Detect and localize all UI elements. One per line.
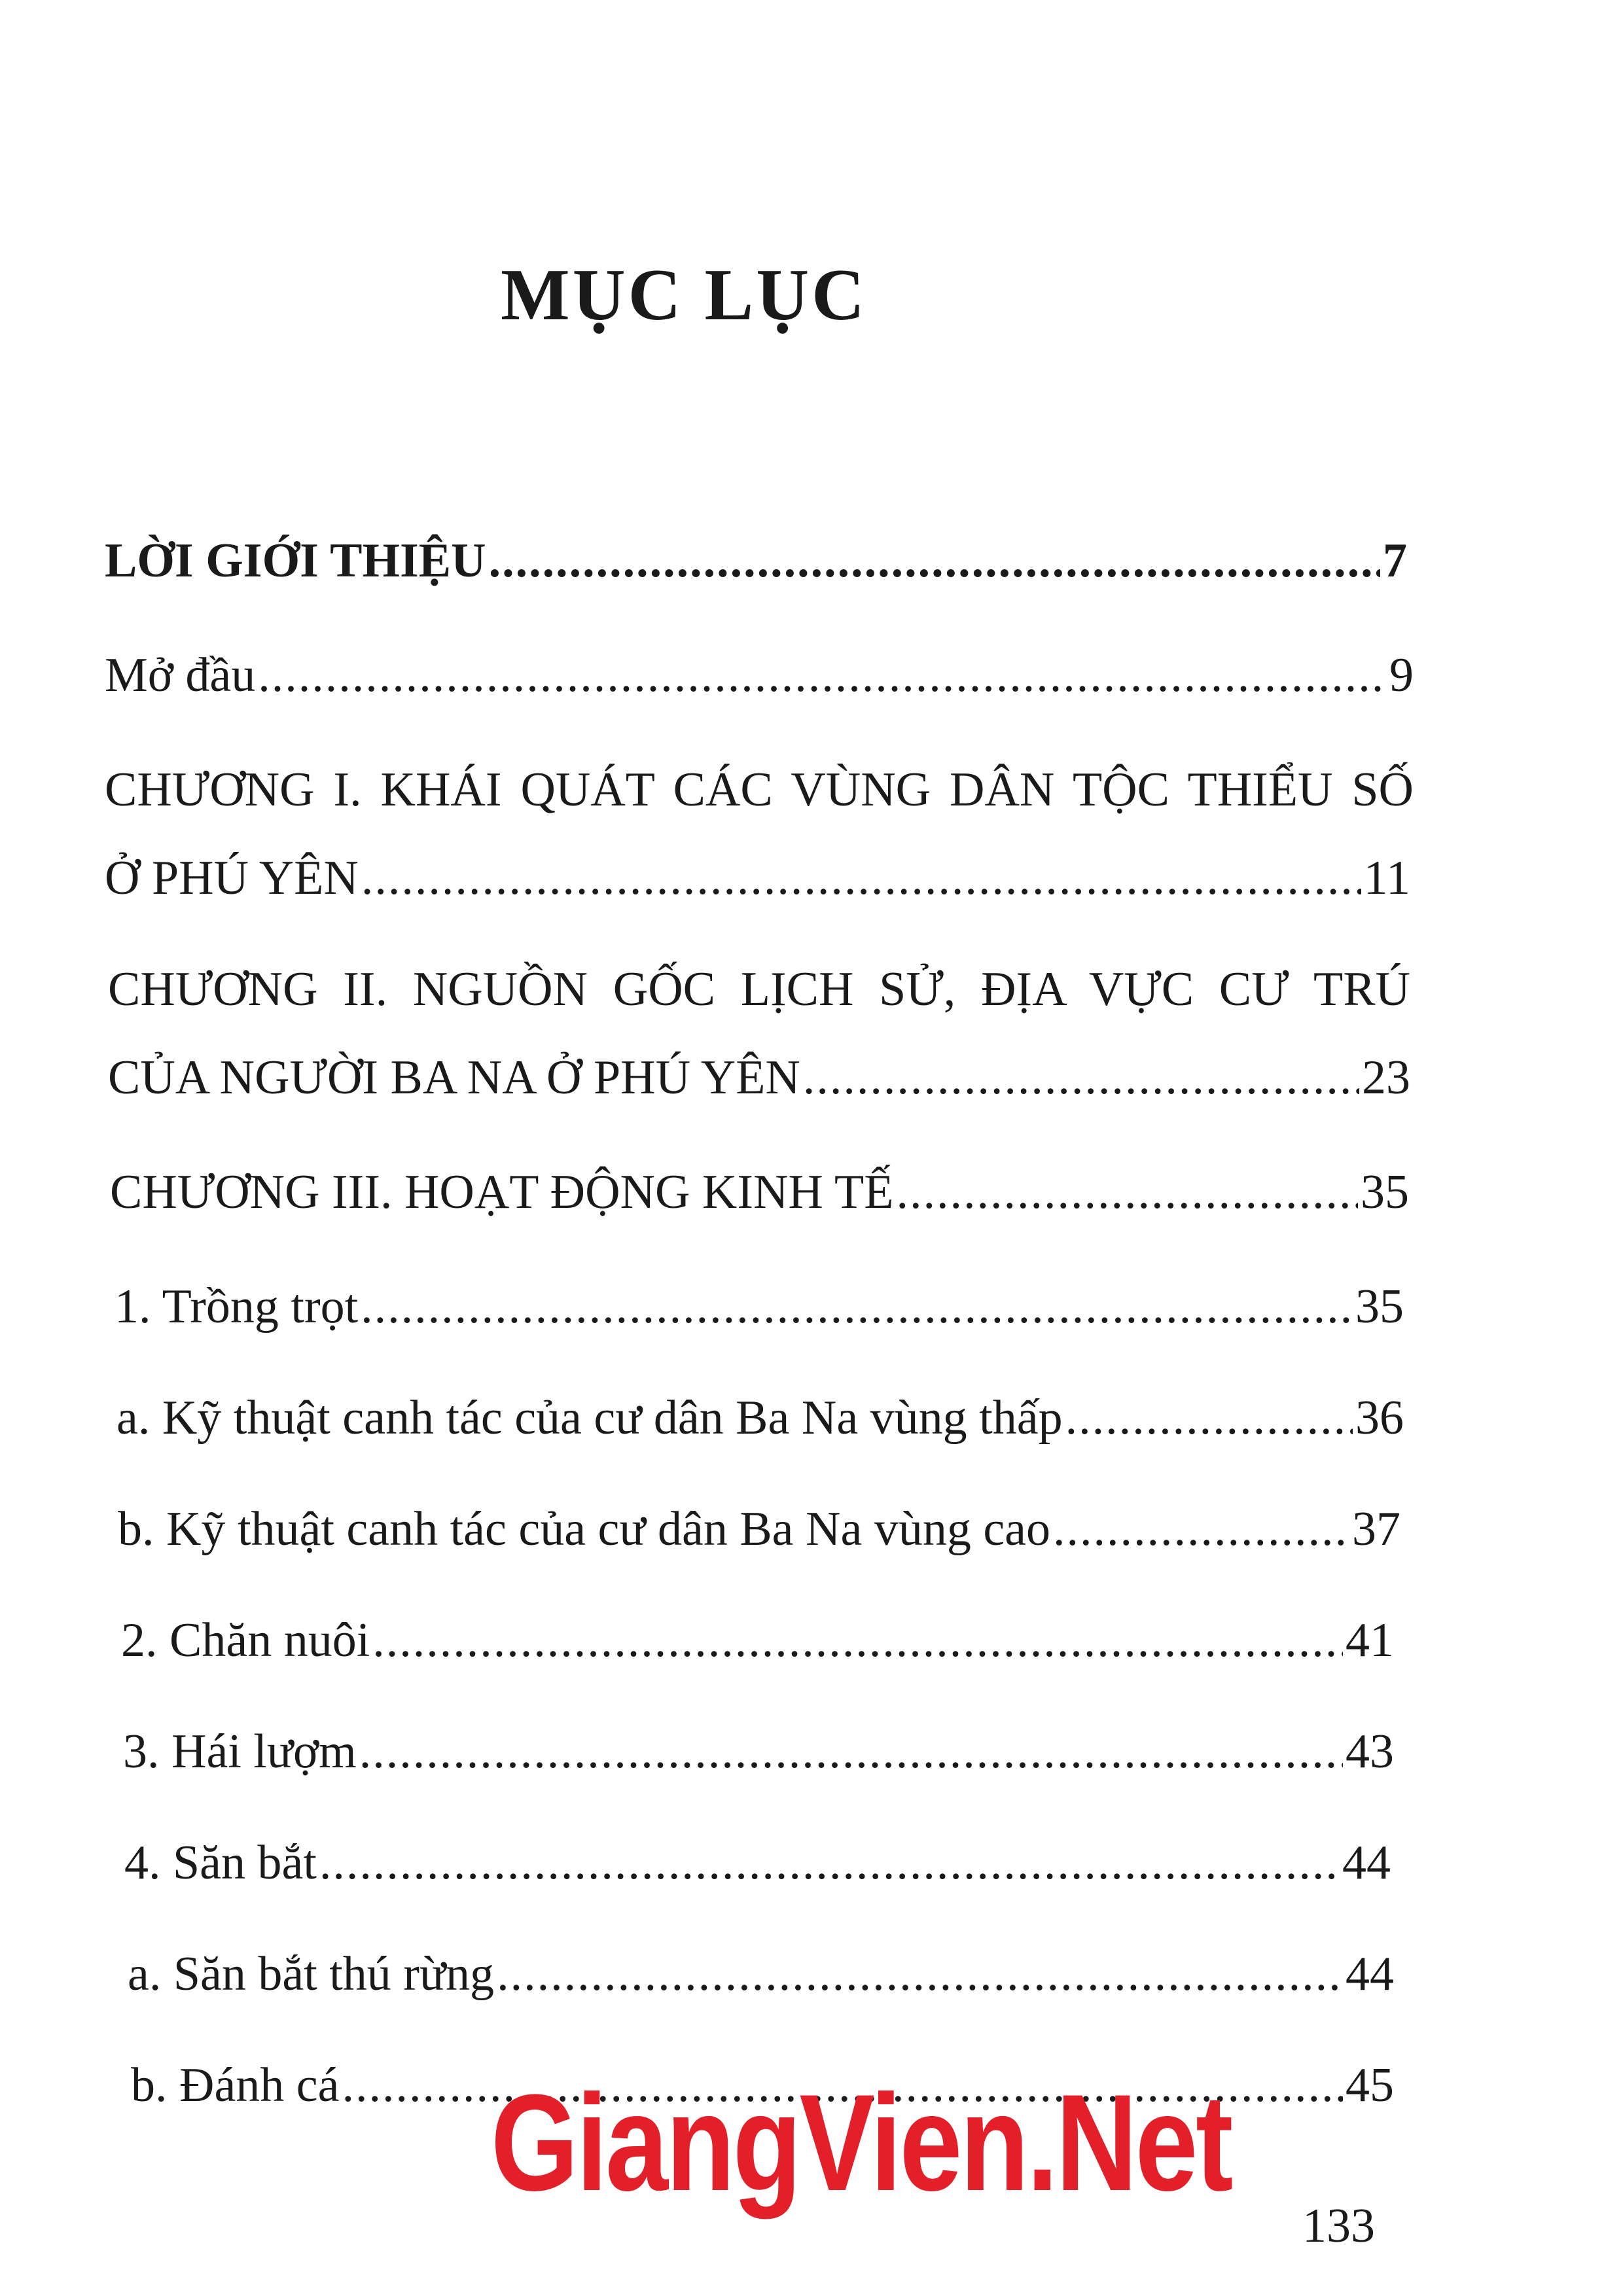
toc-entry-text: 1. Trồng trọt (115, 1280, 359, 1333)
toc-entry-text: b. Kỹ thuật canh tác của cư dân Ba Na vùng cao (118, 1502, 1051, 1556)
dot-leader (361, 854, 1361, 902)
dot-leader (361, 1282, 1353, 1331)
toc-entry-chuong-2-line2 (108, 1053, 1410, 1102)
toc-page-number: 45 (1346, 2058, 1394, 2112)
dot-leader (319, 1839, 1340, 1887)
toc-entry-text: Ở PHÚ YÊN (105, 851, 359, 905)
toc-entry-text: Mở đầu (105, 648, 256, 702)
dot-leader (1053, 1505, 1349, 1553)
toc-page-number: 35 (1355, 1280, 1404, 1333)
toc-entry-text: CHƯƠNG II. NGUỒN GỐC LỊCH SỬ, ĐỊA VỰC CƯ TRÚ (108, 963, 1410, 1016)
toc-page-number: 35 (1361, 1165, 1409, 1219)
dot-leader (803, 1053, 1359, 1102)
toc-entry-chuong-1-line1 (105, 763, 1414, 817)
toc-page-number: 37 (1352, 1502, 1400, 1556)
toc-entry-text: CHƯƠNG I. KHÁI QUÁT CÁC VÙNG DÂN TỘC THIỂU SỐ (105, 763, 1414, 817)
toc-page-number: 43 (1346, 1725, 1394, 1778)
toc-entry-text: b. Đánh cá (131, 2058, 340, 2112)
dot-leader (372, 1616, 1343, 1665)
dot-leader (896, 1168, 1358, 1216)
toc-entry-text: CỦA NGƯỜI BA NA Ở PHÚ YÊN (108, 1051, 800, 1104)
toc-entry-trong-trot (115, 1282, 1404, 1331)
toc-entry-hai-luom (123, 1727, 1394, 1776)
dot-leader (359, 1727, 1343, 1776)
toc-entry-san-bat (124, 1836, 1391, 1890)
toc-entry-chan-nuoi (121, 1616, 1394, 1665)
toc-page-number: 11 (1363, 851, 1410, 905)
toc-page-number: 41 (1346, 1614, 1394, 1667)
toc-entry-text: 4. Săn bắt (124, 1836, 317, 1890)
toc-entry-chuong-3 (110, 1165, 1409, 1219)
toc-entry-mo-dau (105, 648, 1414, 702)
footer-page-number: 133 (1302, 2199, 1375, 2253)
toc-entry-chuong-1-line2 (105, 851, 1410, 905)
toc-page-number: 23 (1362, 1051, 1410, 1104)
toc-entry-san-bat-thu-rung (128, 1947, 1394, 2001)
toc-entry-loi-gioi-thieu (105, 534, 1407, 588)
toc-page-number: 44 (1346, 1947, 1394, 2001)
toc-entry-text: 2. Chăn nuôi (121, 1614, 370, 1667)
page-title: MỤC LỤC (501, 255, 867, 336)
toc-entry-ky-thuat-vung-thap (116, 1391, 1404, 1445)
toc-entry-text: CHƯƠNG III. HOẠT ĐỘNG KINH TẾ (110, 1165, 894, 1219)
toc-entry-text: LỜI GIỚI THIỆU (105, 534, 486, 588)
toc-page-number: 44 (1342, 1836, 1391, 1890)
toc-page-number: 7 (1383, 534, 1407, 588)
toc-entry-text: a. Săn bắt thú rừng (128, 1947, 495, 2001)
toc-entry-ky-thuat-vung-cao (118, 1502, 1400, 1556)
toc-page-number: 36 (1355, 1391, 1404, 1445)
dot-leader (258, 651, 1387, 699)
toc-entry-text: a. Kỹ thuật canh tác của cư dân Ba Na vùng thấp (116, 1391, 1063, 1445)
toc-page-number: 9 (1389, 648, 1414, 702)
dot-leader (489, 537, 1380, 585)
dot-leader (1065, 1394, 1353, 1442)
dot-leader (497, 1950, 1343, 1998)
toc-entry-text: 3. Hái lượm (123, 1725, 357, 1778)
toc-entry-chuong-2-line1 (108, 965, 1410, 1014)
watermark: GiangVien.Net (491, 2066, 1232, 2219)
